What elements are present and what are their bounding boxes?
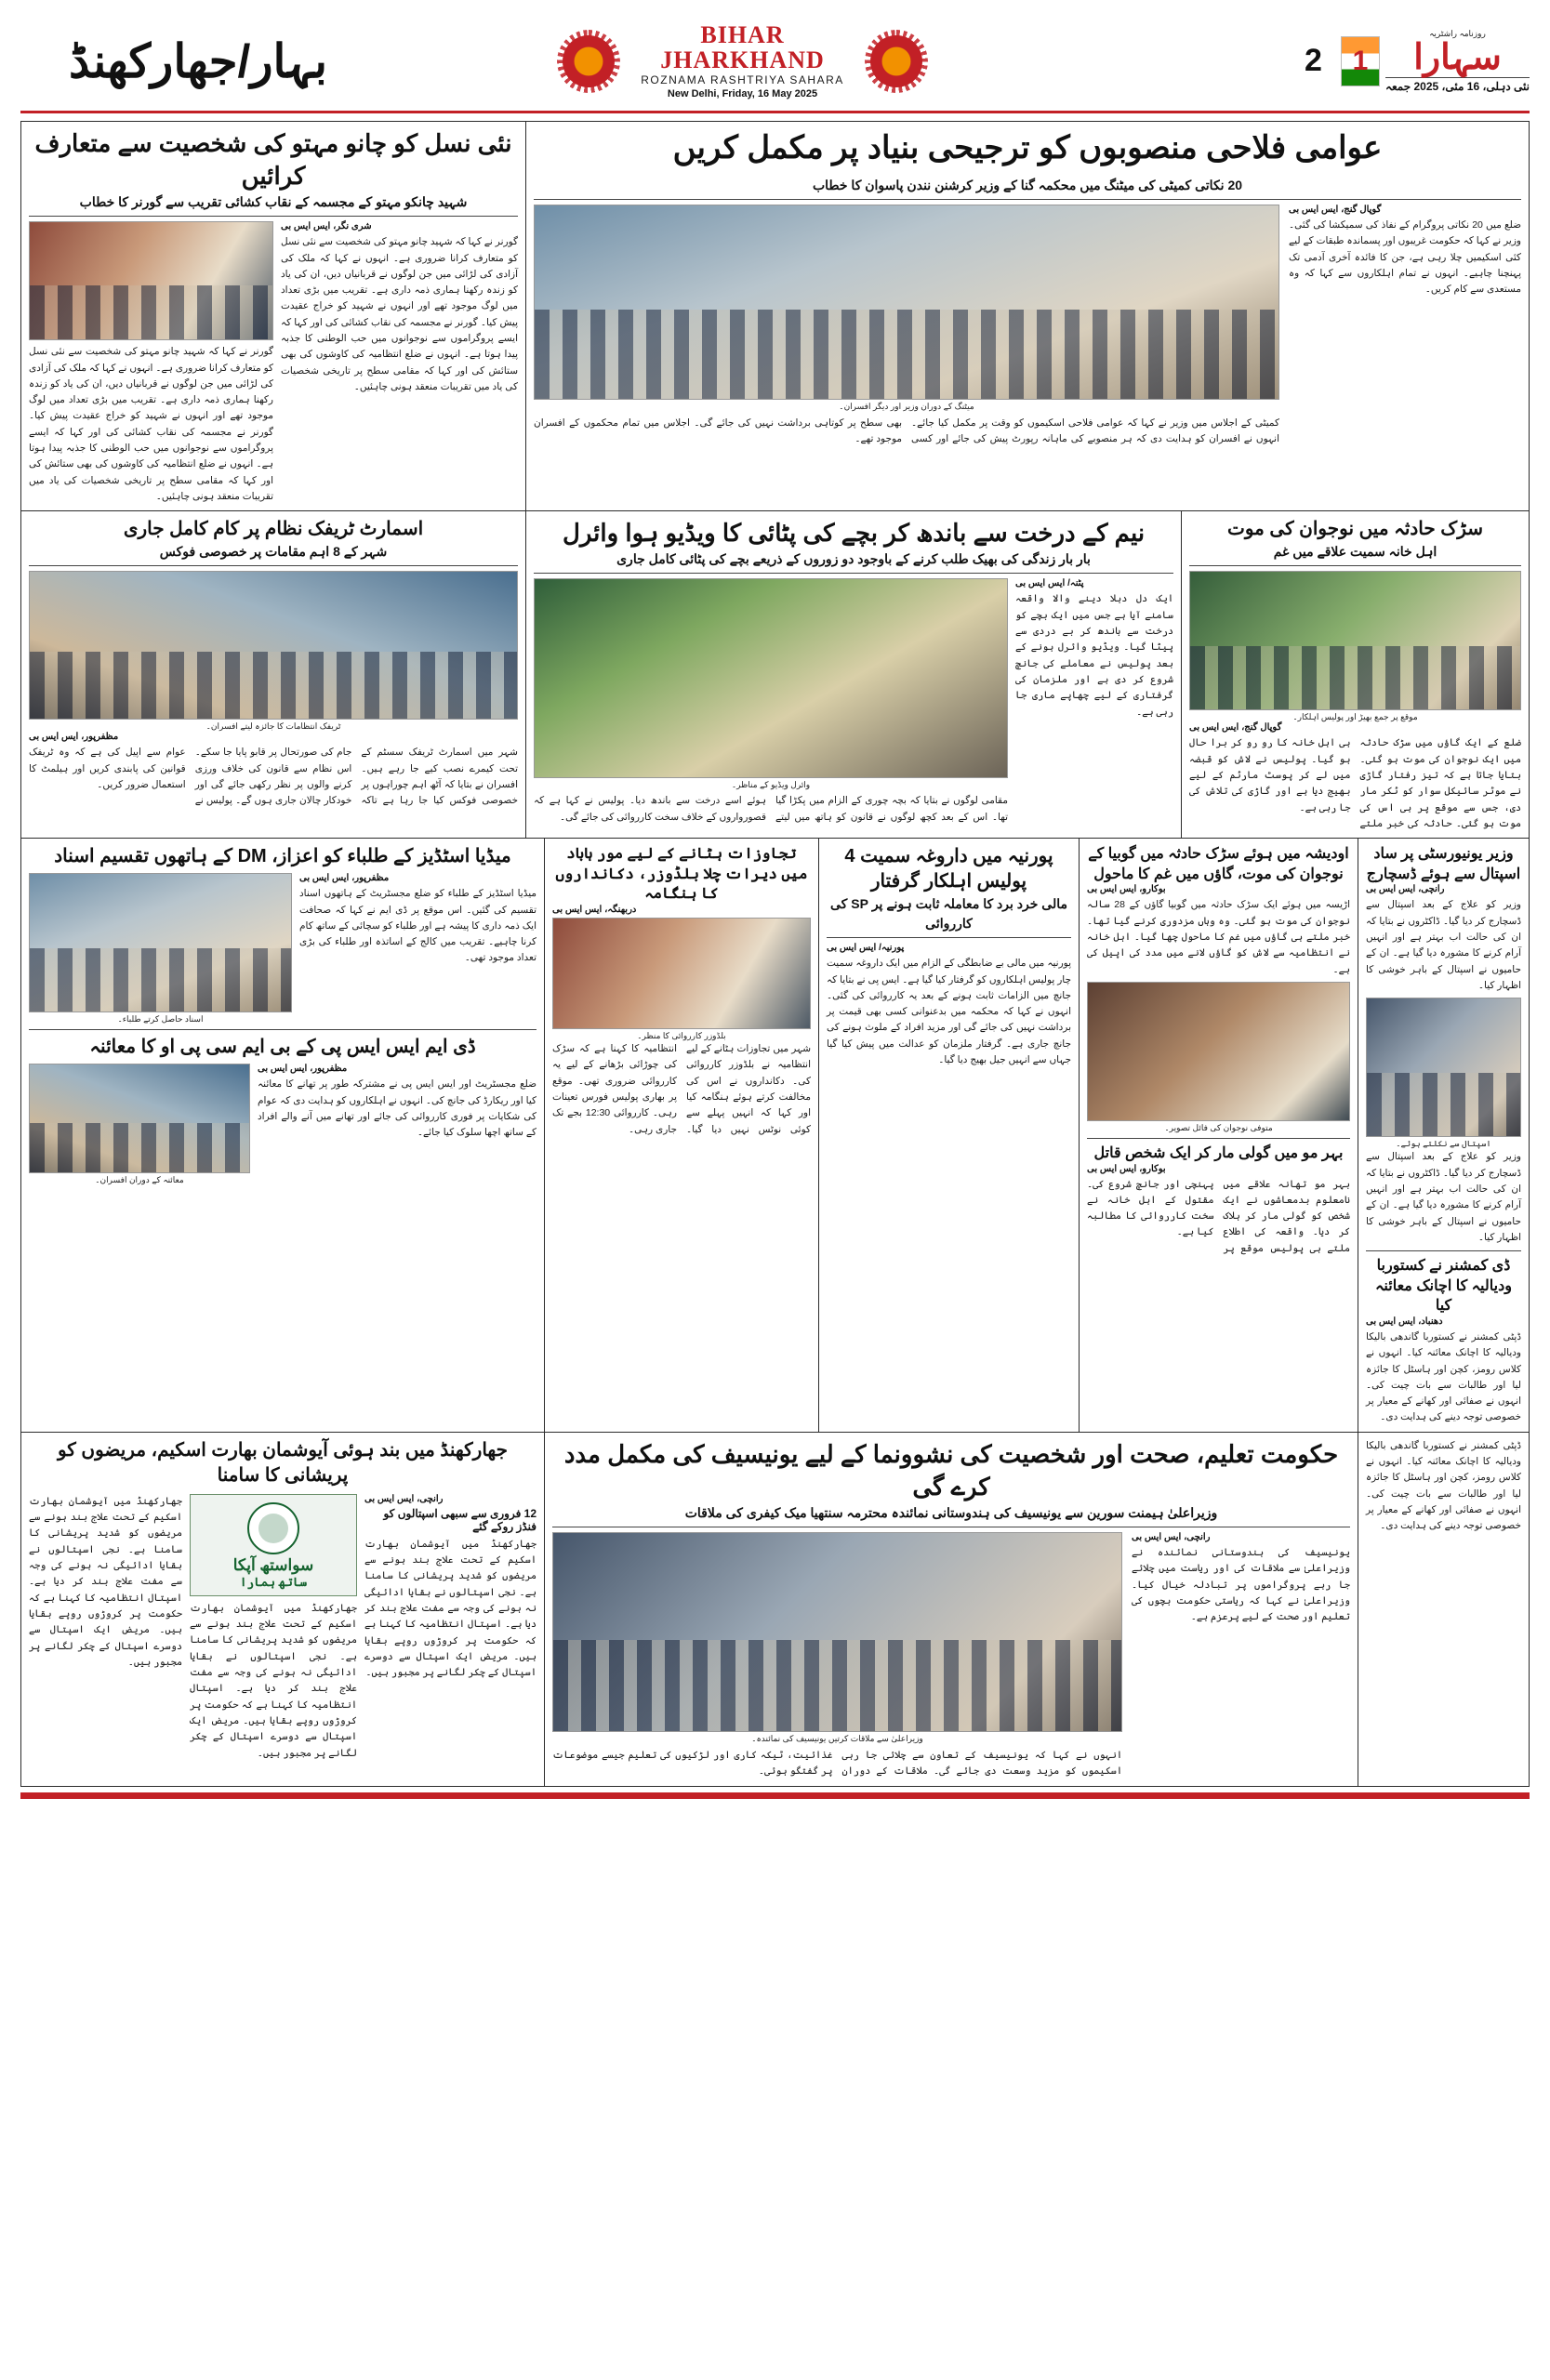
article-a1-body-cont: گورنر نے کہا کہ شہید چانو مہتو کی شخصیت سے نئی نسل کو متعارف کرانا ضروری ہے۔ انہوں نے کہا کہ ملک کی آزادی کی لڑائی میں جن لوگوں نے قربانیاں دیں، ان کی یاد کو زندہ رکھنا ہماری ذمہ داری ہے۔ تقریب میں بڑی تعداد میں لوگ موجود تھے اور انہوں نے شہید کو خراج عقیدت پیش کیا۔ گورنر نے مجسمہ کی نقاب کشائی کی اور کہا کہ ایسے پروگراموں سے نوجوانوں میں حب الوطنی کا جذبہ پیدا ہوتا ہے۔ انہوں نے ضلع انتظامیہ کی کاوشوں کی بھی ستائش کی اور کہا کہ مقامی سطح پر تاریخی شخصیات کی یاد میں تقریبات منعقد ہونی چاہئیں۔ (29, 346, 273, 502)
article-a15-headline: حکومت تعلیم، صحت اور شخصیت کی نشوونما کے لیے یونیسیف کی مکمل مدد کرے گی (563, 1439, 1339, 1501)
ad-line-2: ساتھ ہمارا (239, 1574, 308, 1589)
article-a1-byline: شری نگر، ایس ایس بی (281, 221, 372, 232)
article-a5-photo (1189, 571, 1521, 710)
article-a6-photo (29, 873, 292, 1012)
article-a7-photo (552, 918, 811, 1029)
row-1 (20, 121, 1530, 511)
article-lead (525, 121, 1530, 511)
article-a11-body: وزیر کو علاج کے بعد اسپتال سے ڈسچارج کر دیا گیا۔ ڈاکٹروں نے بتایا کہ ان کی حالت اب بہتر ہے اور انہیں آرام کرنے کا مشورہ دیا گیا ہے۔ ان کے حامیوں نے اسپتال کے باہر خوشی کا اظہار کیا۔ (1366, 899, 1521, 991)
article-a10-headline: بہر مو میں گولی مار کر ایک شخص قاتل (1093, 1144, 1344, 1161)
article-a4-subhead: بار بار زندگی کی بھیک طلب کرنے کے باوجود دو زوروں کے ذریعے بچے کی پٹائی کامل جاری (534, 549, 1173, 574)
article-a5-subhead: اہل خانہ سمیت علاقے میں غم (1189, 542, 1521, 566)
article-a12-byline: پورنیہ/ ایس ایس بی (827, 943, 905, 954)
article-a10-byline: بوکارو، ایس ایس بی (1087, 1163, 1166, 1174)
article-a4-photo-caption: وائرل ویڈیو کے مناظر۔ (731, 780, 811, 790)
row-4 (20, 1433, 1530, 1787)
article-a15-byline: رانچی، ایس ایس بی (1132, 1531, 1211, 1542)
sunburst-icon-right (563, 35, 615, 87)
article-a14-side-byline: رانچی، ایس ایس بی (364, 1493, 444, 1504)
article-a14-sidehead: 12 فروری سے سبھی اسپتالوں کو فنڈز روکے گئے (383, 1506, 537, 1533)
health-scheme-ad (190, 1494, 357, 1596)
article-a7-headline: تجاوزات ہٹانے کے لیے مور ہاباد میں دیرات چلا بلڈوزر، دکانداروں کا ہنگامہ (555, 846, 808, 903)
article-a6-headline: میڈیا اسٹڈیز کے طلباء کو اعزاز، DM کے ہاتھوں تقسیم اسناد (54, 846, 511, 867)
article-a8-photo-caption: متوفی نوجوان کی فائل تصویر۔ (1164, 1122, 1273, 1132)
article-a11-photo-caption: اسپتال سے نکلتے ہوئے۔ (1396, 1139, 1491, 1149)
divider-3 (29, 1029, 537, 1030)
article-a9-photo (29, 1064, 250, 1173)
article-a9-byline: مظفرپور، ایس ایس بی (258, 1064, 348, 1075)
article-a5-photo-caption: موقع پر جمع بھیڑ اور پولیس اہلکار۔ (1292, 712, 1418, 722)
article-a1-headline: نئی نسل کو چانو مہتو کی شخصیت سے متعارف کرائیں (34, 129, 512, 191)
article-a15-photo-caption: وزیراعلیٰ سے ملاقات کرتیں یونیسیف کی نمائندہ۔ (751, 1733, 923, 1743)
article-a4-headline: نیم کے درخت سے باندھ کر بچے کی پٹائی کا ویڈیو ہوا وائرل (562, 519, 1146, 548)
article-a11-byline: رانچی، ایس ایس بی (1366, 884, 1445, 895)
article-a5-headline: سڑک حادثہ میں نوجوان کی موت (1227, 519, 1483, 540)
article-a8-photo (1087, 982, 1350, 1121)
article-a3-headline: اسمارٹ ٹریفک نظام پر کام کامل جاری (123, 519, 424, 540)
article-a3-subhead: شہر کے 8 اہم مقامات پر خصوصی فوکس (29, 542, 518, 566)
row-2 (20, 511, 1530, 839)
article-a9-headline: ڈی ایم ایس ایس پی کے بی ایم سی پی او کا معائنہ (89, 1037, 476, 1058)
bottom-red-bar (20, 1792, 1530, 1799)
article-a5 (1181, 511, 1530, 839)
page-content (20, 121, 1530, 1787)
masthead-left (1158, 17, 1530, 105)
article-a7-byline: دربھنگہ، ایس ایس بی (552, 904, 637, 915)
ad-line-1: سواستھ آپکا (232, 1555, 314, 1574)
health-logo-icon (247, 1502, 299, 1554)
brand-line-2: JHARKHAND (660, 46, 825, 73)
article-a15-body-left: انہوں نے کہا کہ یونیسیف کے تعاون سے چلائی جا رہی اسکیموں کو مزید وسعت دی جائے گی۔ ملاقات کے دوران غذائیت، ٹیکہ کاری اور لڑکیوں کی تعلیم جیسے موضوعات پر گفتگو ہوئی۔ (552, 1749, 1122, 1778)
article-a12-headline: پورنیہ میں داروغہ سمیت 4 پولیس اہلکار گرفتار (844, 846, 1053, 892)
region-title: بہار/جھارکھنڈ (68, 34, 327, 87)
column-a6-a9 (20, 839, 544, 1433)
logo-digit: 1 (1352, 45, 1369, 76)
article-a12-body: پورنیہ میں مالی بے ضابطگی کے الزام میں ایک داروغہ سمیت چار پولیس اہلکاروں کو گرفتار کیا گیا ہے۔ ایس پی نے بتایا کہ جانچ میں الزامات ثابت ہونے کے بعد یہ کارروائی کی گئی۔ انہوں نے کہا کہ محکمہ میں بدعنوانی کسی بھی قیمت پر برداشت نہیں کی جائے گی اور مزید افراد کے ملوث ہونے کی جانچ جاری ہے۔ گرفتار ملزمان کو عدالت میں پیش کیا گیا جہاں سے انہیں جیل بھیج دیا گیا۔ (827, 958, 1071, 1066)
column-a8-a10 (1079, 839, 1358, 1433)
article-a13-byline: دھنباد، ایس ایس بی (1366, 1316, 1443, 1327)
article-a6-photo-caption: اسناد حاصل کرتے طلباء۔ (117, 1014, 204, 1025)
article-a14-headline: جھارکھنڈ میں بند ہوئی آیوشمان بھارت اسکیم، مریضوں کو پریشانی کا سامنا (57, 1439, 509, 1486)
article-a3-body: شہر میں اسمارٹ ٹریفک سسٹم کے تحت کیمرے نصب کیے جا رہے ہیں۔ افسران نے بتایا کہ آٹھ اہم چوراہوں پر خصوصی فوکس کیا جا رہا ہے تاکہ جام کی صورتحال پر قابو پایا جا سکے۔ اس نظام سے قانون کی خلاف ورزی کرنے والوں پر نظر رکھی جائے گی اور خودکار چالان جاری ہوں گے۔ پولیس نے عوام سے اپیل کی ہے کہ وہ ٹریفک قوانین کی پابندی کریں اور ہیلمٹ کا استعمال ضرور کریں۔ (29, 747, 518, 807)
article-a8 (1087, 844, 1350, 1133)
article-a4-body-right: ایک دل دہلا دینے والا واقعہ سامنے آیا ہے جس میں ایک بچے کو درخت سے باندھ کر بے دردی سے پیٹا گیا۔ ویڈیو وائرل ہونے کے بعد پولیس نے معاملے کی جانچ شروع کر دی ہے اور ملزمان کی گرفتاری کے لیے چھاپے ماری جا رہی ہے۔ (1015, 593, 1173, 718)
article-a12 (818, 839, 1079, 1433)
article-a3-byline: مظفرپور، ایس ایس بی (29, 732, 119, 743)
article-a15-subhead: وزیراعلیٰ ہیمنت سورین سے یونیسیف کی ہندوستانی نمائندہ محترمہ سنتھیا میک کیفری کی ملاقات (552, 1503, 1350, 1527)
article-a13-body: ڈپٹی کمشنر نے کستوربا گاندھی بالیکا ودیالیہ کا اچانک معائنہ کیا۔ انہوں نے کلاس رومز، کچن اور ہاسٹل کا جائزہ لیا اور طالبات سے بات چیت کی۔ انہوں نے صفائی اور کھانے کے معیار پر خصوصی توجہ دینے کی ہدایت دی۔ (1366, 1330, 1521, 1423)
article-a4-body-left: مقامی لوگوں نے بتایا کہ بچہ چوری کے الزام میں پکڑا گیا تھا۔ اس کے بعد کچھ لوگوں نے قانون کو ہاتھ میں لیتے ہوئے اسے درخت سے باندھ دیا۔ پولیس نے کہا ہے کہ قصورواروں کے خلاف سخت کارروائی کی جائے گی۔ (534, 795, 1008, 823)
article-a8-body: اڑیسہ میں ہوئے ایک سڑک حادثہ میں گوبیا گاؤں کے 28 سالہ نوجوان کی موت ہو گئی۔ وہ وہاں مزدوری کرنے گیا تھا۔ خبر ملتے ہی گاؤں میں غم کا ماحول چھا گیا۔ اہل خانہ نے انتظامیہ سے لاش کو گاؤں لانے میں مدد کی اپیل کی ہے۔ (1087, 899, 1350, 975)
article-a8-byline: بوکارو، ایس ایس بی (1087, 884, 1166, 895)
article-a14-body-mid: جھارکھنڈ میں آیوشمان بھارت اسکیم کے تحت علاج بند ہونے سے مریضوں کو شدید پریشانی کا سامنا ہے۔ نجی اسپتالوں نے بقایا ادائیگی نہ ہونے کی وجہ سے مفت علاج بند کر دیا ہے۔ اسپتال انتظامیہ کا کہنا ہے کہ حکومت پر کروڑوں روپے بقایا ہیں۔ مریض ایک اسپتال سے دوسرے اسپتال کے چکر لگانے پر مجبور ہیں۔ (190, 1602, 357, 1759)
article-a1 (20, 121, 525, 511)
article-a4-byline: پٹنہ/ ایس ایس بی (1015, 578, 1084, 589)
article-a14-body-main: جھارکھنڈ میں آیوشمان بھارت اسکیم کے تحت علاج بند ہونے سے مریضوں کو شدید پریشانی کا سامنا ہے۔ نجی اسپتالوں نے بقایا ادائیگی نہ ہونے کی وجہ سے مفت علاج بند کر دیا ہے۔ اسپتال انتظامیہ کا کہنا ہے کہ حکومت پر کروڑوں روپے بقایا ہیں۔ مریض ایک اسپتال سے دوسرے اسپتال کے چکر لگانے پر مجبور ہیں۔ (29, 1495, 182, 1668)
article-a15 (544, 1433, 1358, 1787)
article-a7-body: شہر میں تجاوزات ہٹانے کے لیے انتظامیہ نے بلڈوزر کارروائی کی۔ دکانداروں نے اس کی مخالفت کرتے ہوئے ہنگامہ کیا اور کہا کہ انہیں پہلے سے کوئی نوٹس نہیں دیا گیا۔ انتظامیہ کا کہنا ہے کہ سڑک کی چوڑائی بڑھانے کے لیے یہ کارروائی ضروری تھی۔ موقع پر بھاری پولیس فورس تعینات رہی۔ کارروائی 12:30 بجے تک جاری رہی۔ (552, 1042, 811, 1135)
article-a13 (1366, 1256, 1521, 1426)
article-a1-body: گورنر نے کہا کہ شہید چانو مہتو کی شخصیت سے نئی نسل کو متعارف کرانا ضروری ہے۔ انہوں نے کہا کہ ملک کی آزادی کی لڑائی میں جن لوگوں نے قربانیاں دیں، ان کی یاد کو زندہ رکھنا ہماری ذمہ داری ہے۔ تقریب میں بڑی تعداد میں لوگ موجود تھے اور انہوں نے شہید کو خراج عقیدت پیش کیا۔ گورنر نے مجسمہ کی نقاب کشائی کی اور کہا کہ ایسے پروگراموں سے نوجوانوں میں حب الوطنی کا جذبہ پیدا ہوتا ہے۔ انہوں نے ضلع انتظامیہ کی کاوشوں کی بھی ستائش کی اور کہا کہ مقامی سطح پر تاریخی شخصیات کی یاد میں تقریبات منعقد ہونی چاہئیں۔ (281, 236, 518, 392)
article-a15-body-right: یونیسیف کی ہندوستانی نمائندہ نے وزیراعلیٰ سے ملاقات کی اور ریاست میں چلائے جا رہے پروگراموں پر تبادلہ خیال کیا۔ وزیراعلیٰ نے کہا کہ ریاستی حکومت بچوں کی تعلیم اور صحت کے لیے پرعزم ہے۔ (1132, 1546, 1350, 1623)
article-lead-photo-caption: میٹنگ کے دوران وزیر اور دیگر افسران۔ (839, 401, 974, 411)
column-right-stack (1358, 839, 1530, 1433)
article-a7-photo-caption: بلڈوزر کارروائی کا منظر۔ (637, 1030, 726, 1040)
brand-block (641, 22, 843, 100)
article-a9 (29, 1035, 537, 1185)
sunburst-icon-left (870, 35, 922, 87)
article-a1-photo (29, 221, 273, 340)
article-a4 (525, 511, 1181, 839)
article-a3 (20, 511, 525, 839)
article-a13-bottom (1358, 1433, 1530, 1787)
article-a6-byline: مظفرپور، ایس ایس بی (299, 873, 390, 884)
article-lead-body-right: ضلع میں 20 نکاتی پروگرام کے نفاذ کی سمیکشا کی گئی۔ وزیر نے کہا کہ حکومت غریبوں اور پسماندہ طبقات کے لیے کئی اسکیمیں چلا رہی ہے، جن کا فائدہ آخری آدمی تک پہنچنا چاہیے۔ انہوں نے تمام اہلکاروں سے کہا کہ وہ مستعدی سے کام کریں۔ (1289, 218, 1521, 296)
article-a7 (544, 839, 818, 1433)
article-lead-byline: گوپال گنج، ایس ایس بی (1289, 204, 1382, 215)
publication-logo (1341, 29, 1530, 93)
logo-urdu-name: سہارا (1413, 37, 1502, 77)
article-a13-headline: ڈی کمشنر نے کستوربا ودیالیہ کا اچانک معائنہ کیا (1375, 1258, 1512, 1315)
article-lead-photo (534, 205, 1279, 400)
article-a3-photo-caption: ٹریفک انتظامات کا جائزہ لیتے افسران۔ (205, 721, 341, 732)
article-a4-photo (534, 578, 1008, 778)
article-a6-body: میڈیا اسٹڈیز کے طلباء کو ضلع مجسٹریٹ کے ہاتھوں اسناد تقسیم کی گئیں۔ اس موقع پر ڈی ایم نے کہا کہ صحافت ایک ذمہ داری کا پیشہ ہے اور طلباء کو سچائی کے ساتھ کام کرنا چاہیے۔ تقریب میں کالج کے اساتذہ اور طلباء کی بڑی تعداد موجود تھی۔ (299, 888, 537, 964)
article-a8-headline: اودیشہ میں ہوئے سڑک حادثہ میں گوبیا کے نوجوان کی موت، گاؤں میں غم کا ماحول (1088, 846, 1349, 882)
article-a11-photo (1366, 998, 1521, 1137)
masthead (20, 17, 1530, 113)
masthead-right (20, 17, 327, 105)
article-a9-photo-caption: معائنہ کے دوران افسران۔ (95, 1175, 184, 1185)
article-a14-body-side: جھارکھنڈ میں آیوشمان بھارت اسکیم کے تحت علاج بند ہونے سے مریضوں کو شدید پریشانی کا سامنا ہے۔ نجی اسپتالوں نے بقایا ادائیگی نہ ہونے کی وجہ سے مفت علاج بند کر دیا ہے۔ اسپتال انتظامیہ کا کہنا ہے کہ حکومت پر کروڑوں روپے بقایا ہیں۔ مریض ایک اسپتال سے دوسرے اسپتال کے چکر لگانے پر مجبور ہیں۔ (364, 1538, 537, 1679)
article-a12-subhead: مالی خرد برد کا معاملہ ثابت ہونے پر SP کی کارروائی (827, 894, 1071, 938)
divider-2 (1087, 1138, 1350, 1139)
article-a5-body: ضلع کے ایک گاؤں میں سڑک حادثہ میں ایک نوجوان کی موت ہو گئی۔ بتایا جاتا ہے کہ تیز رفتار گاڑی نے موٹر سائیکل سوار کو ٹکر مار دی، جس سے موقع پر ہی اس کی موت ہو گئی۔ حادثہ کی خبر ملتے ہی اہل خانہ کا رو رو کر برا حال ہو گیا۔ پولیس نے لاش کو قبضہ میں لے کر پوسٹ مارٹم کے لیے بھیج دیا ہے اور گاڑی کی تلاش کی جا رہی ہے۔ (1189, 737, 1521, 829)
article-a9-body: ضلع مجسٹریٹ اور ایس ایس پی نے مشترکہ طور پر تھانے کا معائنہ کیا اور ریکارڈ کی جانچ کی۔ انہوں نے اہلکاروں کو ہدایت دی کہ عوام کی شکایات پر فوری کارروائی کی جائے اور تھانے میں آنے والے افراد کے ساتھ اچھا سلوک کیا جائے۔ (258, 1078, 537, 1139)
article-lead-body-left: کمیٹی کے اجلاس میں وزیر نے کہا کہ عوامی فلاحی اسکیموں کو وقت پر مکمل کیا جائے۔ انہوں نے افسران کو ہدایت دی کہ ہر منصوبے کی ماہانہ رپورٹ پیش کی جائے اور کسی بھی سطح پر کوتاہی برداشت نہیں کی جائے گی۔ اجلاس میں تمام محکموں کے افسران موجود تھے۔ (534, 416, 1279, 445)
article-a5-byline: گوپال گنج، ایس ایس بی (1189, 722, 1282, 734)
article-a6 (29, 844, 537, 1025)
masthead-center (327, 17, 1158, 105)
article-a15-photo (552, 1532, 1122, 1732)
brand-line-3: ROZNAMA RASHTRIYA SAHARA (641, 73, 844, 87)
article-a10 (1087, 1144, 1350, 1257)
dateline: نئی دہلی، 16 مئی، 2025 جمعہ (1385, 77, 1530, 93)
article-a13-body-cont: ڈپٹی کمشنر نے کستوربا گاندھی بالیکا ودیالیہ کا اچانک معائنہ کیا۔ انہوں نے کلاس رومز، کچن اور ہاسٹل کا جائزہ لیا اور طالبات سے بات چیت کی۔ انہوں نے صفائی اور کھانے کے معیار پر خصوصی توجہ دینے کی ہدایت دی۔ (1366, 1439, 1521, 1532)
article-a11 (1366, 844, 1521, 1246)
flag-icon (1341, 36, 1380, 86)
article-lead-subhead: 20 نکاتی کمیٹی کی میٹنگ میں محکمہ گنا کے وزیر کرشنن نندن پاسوان کا خطاب (534, 176, 1521, 200)
brand-line-1: BIHAR (700, 20, 785, 48)
article-a11-body-cont: وزیر کو علاج کے بعد اسپتال سے ڈسچارج کر دیا گیا۔ ڈاکٹروں نے بتایا کہ ان کی حالت اب بہتر ہے اور انہیں آرام کرنے کا مشورہ دیا گیا ہے۔ ان کے حامیوں نے اسپتال کے باہر خوشی کا اظہار کیا۔ (1366, 1151, 1521, 1243)
article-a14 (20, 1433, 544, 1787)
article-lead-headline: عوامی فلاحی منصوبوں کو ترجیحی بنیاد پر مکمل کریں (672, 130, 1383, 165)
divider-1 (1366, 1250, 1521, 1251)
article-a11-headline: وزیر یونیورسٹی پر ساد اسپتال سے ہوئے ڈسچارج (1366, 846, 1521, 882)
logo-subtitle: روزنامہ راشٹریہ (1429, 29, 1486, 39)
article-a3-photo (29, 571, 518, 720)
page-number: 2 (1305, 43, 1322, 78)
article-a1-subhead: شہید چانکو مہتو کے مجسمہ کے نقاب کشائی تقریب سے گورنر کا خطاب (29, 192, 518, 217)
row-3 (20, 839, 1530, 1433)
brand-line-4: New Delhi, Friday, 16 May 2025 (667, 87, 818, 99)
article-a10-body: بہر مو تھانہ علاقے میں نامعلوم بدمعاشوں نے ایک شخص کو گولی مار کر ہلاک کر دیا۔ واقعہ کی اطلاع ملتے ہی پولیس موقع پر پہنچی اور جانچ شروع کی۔ مقتول کے اہل خانہ نے سخت کارروائی کا مطالبہ کیا ہے۔ (1087, 1178, 1350, 1254)
